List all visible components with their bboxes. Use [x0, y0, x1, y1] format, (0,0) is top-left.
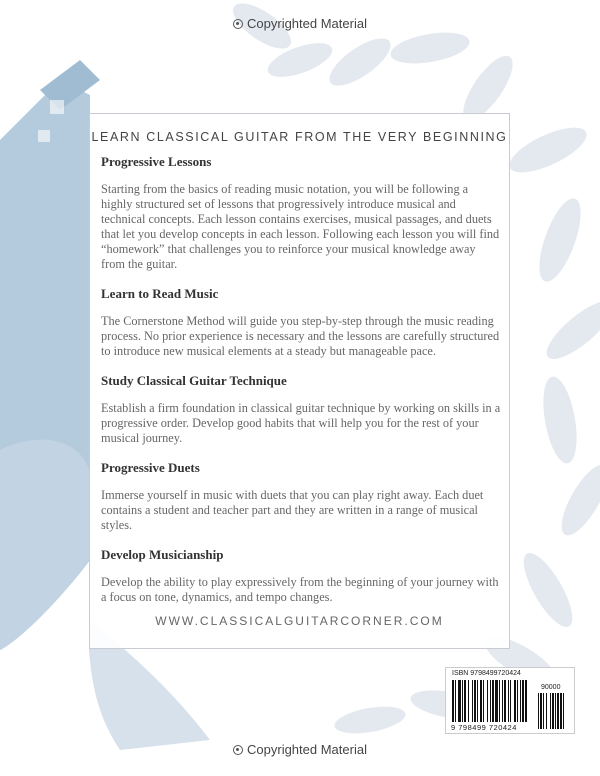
section-body: The Cornerstone Method will guide you step-by-step through the music reading process. No prior experience is necessary and the lessons are carefully structured to introduce new musical elements at a steady but manageable pace. — [101, 314, 500, 358]
section-progressive-lessons — [101, 154, 501, 272]
section-title: Learn to Read Music — [101, 286, 219, 301]
description-panel — [89, 113, 510, 649]
copyright-icon — [233, 745, 243, 755]
isbn-barcode — [445, 667, 575, 734]
copyright-icon — [233, 19, 243, 29]
isbn-label: ISBN 9798499720424 — [452, 670, 521, 677]
section-body: Immerse yourself in music with duets that you can play right away. Each duet contains a student and teacher part and they are written in a range of musical styles. — [101, 488, 484, 532]
panel-content — [101, 154, 501, 619]
section-title: Progressive Duets — [101, 460, 200, 475]
copyright-watermark-bottom: Copyrighted Material — [0, 742, 600, 757]
section-study-technique — [101, 373, 501, 446]
section-body: Starting from the basics of reading music notation, you will be following a highly structured set of lessons that progressively introduce musical and technical concepts. Each lesson contains exercises, musical passages, and duets that let you develop concepts in each lesson. Following each lesson you will find “homework” that challenges you to reinforce your musical knowledge away from the guitar. — [101, 182, 500, 271]
section-body: Develop the ability to play expressively from the beginning of your journey with a focus on tone, dynamics, and tempo changes. — [101, 575, 499, 604]
section-progressive-duets — [101, 460, 501, 533]
section-title: Progressive Lessons — [101, 154, 212, 169]
price-code: 90000 — [541, 684, 561, 691]
panel-heading: LEARN CLASSICAL GUITAR FROM THE VERY BEGINNING — [91, 130, 508, 144]
section-title: Develop Musicianship — [101, 547, 224, 562]
section-learn-to-read-music — [101, 286, 501, 359]
section-develop-musicianship — [101, 547, 501, 605]
copyright-watermark-top: Copyrighted Material — [0, 16, 600, 31]
section-title: Study Classical Guitar Technique — [101, 373, 287, 388]
website-url: WWW.CLASSICALGUITARCORNER.COM — [155, 614, 444, 628]
isbn-digits: 9 798499 720424 — [451, 723, 517, 732]
section-body: Establish a firm foundation in classical guitar technique by working on skills in a progressive order. Develop good habits that will help you for the rest of your musical journey. — [101, 401, 501, 445]
